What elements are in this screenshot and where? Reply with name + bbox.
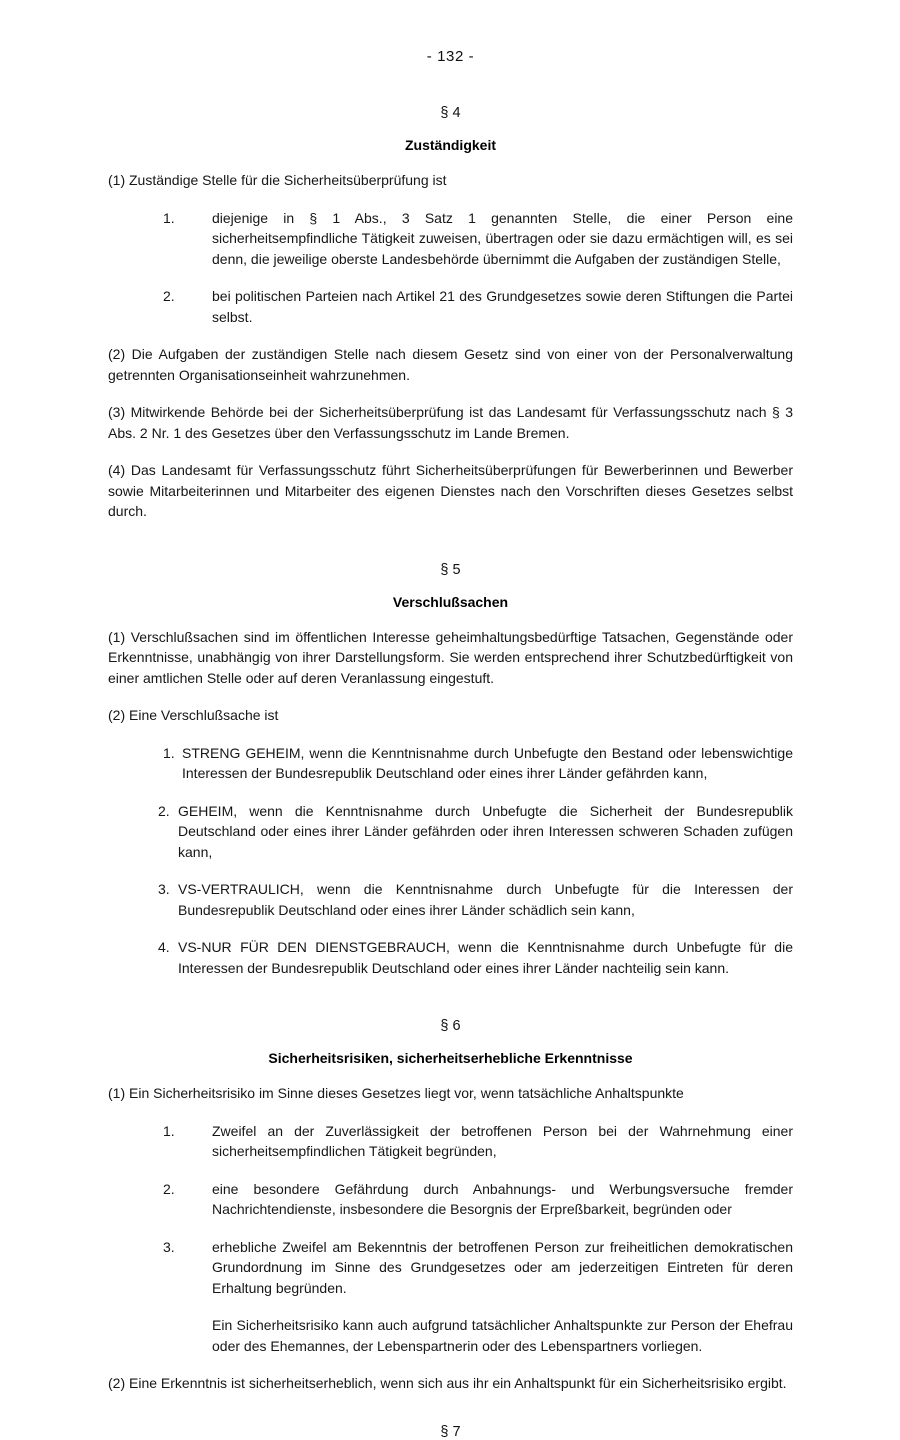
list-item-text: erhebliche Zweifel am Bekenntnis der betroffenen Person zur freiheitlichen demokratischen Grundordnung im Sinne des Grundgesetzes oder am jederzeitigen Eintreten für deren Erhaltung begründen. — [212, 1238, 793, 1296]
section-6-intro: (1) Ein Sicherheitsrisiko im Sinne dieses Gesetzes liegt vor, wenn tatsächliche Anhaltspunkte — [108, 1085, 684, 1101]
section-5-intro: (2) Eine Verschlußsache ist — [108, 707, 279, 723]
text-column — [108, 0, 793, 1440]
page-number: - 132 - — [426, 48, 475, 65]
section-4-intro: (1) Zuständige Stelle für die Sicherheitsüberprüfung ist — [108, 172, 447, 188]
list-marker: 2. — [158, 802, 170, 819]
list-item-text: GEHEIM, wenn die Kenntnisnahme durch Unbefugte die Sicherheit der Bundesrepublik Deutschland oder eines ihrer Länder gefährden oder ihren Interessen schweren Schaden zufügen kann, — [178, 802, 793, 860]
list-item — [108, 286, 793, 327]
list-item — [108, 743, 793, 784]
next-section-number: § 7 — [440, 1423, 461, 1440]
section-number-6: § 6 — [440, 1018, 461, 1034]
list-item — [108, 879, 793, 920]
list-item — [108, 1121, 793, 1162]
section-4-paragraph-3: (3) Mitwirkende Behörde bei der Sicherheitsüberprüfung ist das Landesamt für Verfassungsschutz nach § 3 Abs. 2 Nr. 1 des Gesetzes über den Verfassungsschutz im Lande Bremen. — [108, 404, 793, 441]
list-item — [108, 208, 793, 270]
section-6-sub-paragraph: Ein Sicherheitsrisiko kann auch aufgrund tatsächlicher Anhaltspunkte zur Person der Ehefrau oder des Ehemannes, der Lebenspartnerin oder des Lebenspartners vorliegen. — [212, 1317, 793, 1354]
list-marker: 1. — [163, 1122, 175, 1139]
section-title-5: Verschlußsachen — [392, 593, 509, 610]
section-5-list — [108, 743, 793, 979]
list-marker: 4. — [158, 939, 170, 955]
section-4-list — [108, 208, 793, 328]
list-marker: 2. — [163, 288, 175, 304]
list-item-text: VS-VERTRAULICH, wenn die Kenntnisnahme durch Unbefugte für die Interessen der Bundesrepublik Deutschland oder eines ihrer Länder schädlich sein kann, — [178, 881, 793, 918]
section-5-paragraph-1: (1) Verschlußsachen sind im öffentlichen Interesse geheimhaltungsbedürftige Tatsachen, Gegenstände oder Erkenntnisse, unabhängig von ihrer Darstellungsform. Sie werden entsprechend ihrer Schutzbedürftigkeit von einer amtlichen Stelle oder auf deren Veranlassung eingestuft. — [108, 628, 793, 686]
list-item — [108, 937, 793, 978]
section-4-paragraph-2: (2) Die Aufgaben der zuständigen Stelle nach diesem Gesetz sind von einer von der Personalverwaltung getrennten Organisationseinheit wahrzunehmen. — [108, 346, 793, 383]
section-6-paragraph-2: (2) Eine Erkenntnis ist sicherheitserheblich, wenn sich aus ihr ein Anhaltspunkt für ein Sicherheitsrisiko ergibt. — [108, 1375, 787, 1391]
list-item-text: VS-NUR FÜR DEN DIENSTGEBRAUCH, wenn die Kenntnisnahme durch Unbefugte für die Interessen der Bundesrepublik Deutschland oder eines ihrer Länder nachteilig sein kann. — [178, 939, 793, 976]
list-item — [108, 801, 793, 863]
section-number-4: § 4 — [440, 105, 461, 121]
list-item-text: bei politischen Parteien nach Artikel 21 des Grundgesetzes sowie deren Stiftungen die Partei selbst. — [212, 288, 793, 325]
section-title-4: Zuständigkeit — [404, 137, 496, 153]
list-item-text: STRENG GEHEIM, wenn die Kenntnisnahme durch Unbefugte den Bestand oder lebenswichtige Interessen der Bundesrepublik Deutschland oder eines ihrer Länder gefährden kann, — [182, 744, 793, 781]
list-marker: 2. — [163, 1180, 175, 1197]
list-marker: 3. — [163, 1238, 175, 1255]
list-item — [108, 1179, 793, 1220]
list-marker: 3. — [158, 881, 170, 897]
list-marker: 1. — [163, 744, 175, 761]
section-6-list — [108, 1121, 793, 1299]
list-marker: 1. — [163, 209, 175, 226]
section-title-6: Sicherheitsrisiken, sicherheitserhebliche Erkenntnisse — [268, 1050, 633, 1066]
list-item-text: diejenige in § 1 Abs., 3 Satz 1 genannten Stelle, die einer Person eine sicherheitsempfindliche Tätigkeit zuweisen, übertragen oder sie dazu ermächtigen will, es sei denn, die jeweilige oberste Landesbehörde übernimmt die Aufgaben der zuständigen Stelle, — [212, 209, 793, 267]
section-number-5: § 5 — [440, 561, 461, 578]
section-4-paragraph-4: (4) Das Landesamt für Verfassungsschutz führt Sicherheitsüberprüfungen für Bewerberinnen und Bewerber sowie Mitarbeiterinnen und Mitarbeiter des eigenen Dienstes nach den Vorschriften dieses Gesetzes selbst durch. — [108, 462, 793, 519]
list-item — [108, 1237, 793, 1299]
list-item-text: Zweifel an der Zuverlässigkeit der betroffenen Person bei der Wahrnehmung einer sicherheitsempfindlichen Tätigkeit begründen, — [212, 1122, 793, 1159]
list-item-text: eine besondere Gefährdung durch Anbahnungs- und Werbungsversuche fremder Nachrichtendienste, insbesondere die Besorgnis der Erpreßbarkeit, begründen oder — [212, 1180, 793, 1217]
